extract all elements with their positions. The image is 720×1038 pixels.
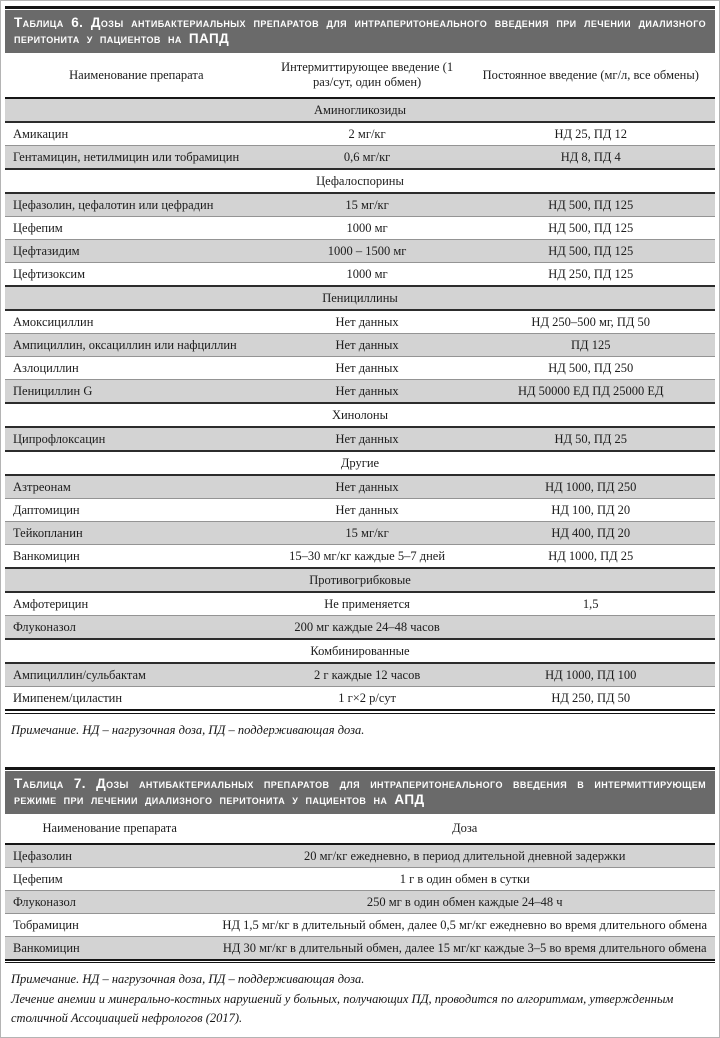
table7-title: Таблица 7. Дозы антибактериальных препаратов для интраперитонеального введения в интермиттирующем режиме при лечении диализного перитонита у пациентов на АПД: [14, 775, 706, 807]
col-header-drug-name: Наименование препарата: [5, 53, 268, 98]
section-row: [5, 451, 715, 475]
table-row: [5, 913, 715, 936]
intermittent-dose-cell: 0,6 мг/кг: [268, 146, 467, 170]
table-row: [5, 844, 715, 868]
intermittent-dose-cell: Нет данных: [268, 427, 467, 451]
table7-block: [5, 767, 715, 1029]
table-row: [5, 310, 715, 334]
drug-name-cell: Цефтазидим: [5, 240, 268, 263]
dose-cell: 20 мг/кг ежедневно, в период длительной дневной задержки: [214, 844, 715, 868]
table-row: [5, 616, 715, 640]
table-row: [5, 687, 715, 710]
continuous-dose-cell: НД 500, ПД 250: [466, 357, 715, 380]
section-row: [5, 639, 715, 663]
table6: [5, 53, 715, 709]
drug-name-cell: Цефепим: [5, 867, 214, 890]
table-row: [5, 240, 715, 263]
table6-note: Примечание. НД – нагрузочная доза, ПД – поддерживающая доза.: [11, 722, 365, 737]
section-label: Пенициллины: [5, 286, 715, 310]
section-row: [5, 286, 715, 310]
intermittent-dose-cell: 1000 – 1500 мг: [268, 240, 467, 263]
table-row: [5, 122, 715, 146]
table7-title-bar: [5, 771, 715, 814]
continuous-dose-cell: НД 50, ПД 25: [466, 427, 715, 451]
table7-body: [5, 844, 715, 959]
continuous-dose-cell: НД 50000 ЕД ПД 25000 ЕД: [466, 380, 715, 404]
table-row: [5, 663, 715, 687]
drug-name-cell: Цефазолин: [5, 844, 214, 868]
drug-name-cell: Ципрофлоксацин: [5, 427, 268, 451]
continuous-dose-cell: НД 250–500 мг, ПД 50: [466, 310, 715, 334]
continuous-dose-cell: НД 1000, ПД 25: [466, 545, 715, 569]
table7: [5, 814, 715, 959]
intermittent-dose-cell: 1000 мг: [268, 217, 467, 240]
section-label: Аминогликозиды: [5, 98, 715, 122]
drug-name-cell: Ванкомицин: [5, 545, 268, 569]
continuous-dose-cell: НД 1000, ПД 250: [466, 475, 715, 499]
intermittent-dose-cell: 200 мг каждые 24–48 часов: [268, 616, 467, 640]
drug-name-cell: Тобрамицин: [5, 913, 214, 936]
drug-name-cell: Ампициллин, оксациллин или нафциллин: [5, 334, 268, 357]
intermittent-dose-cell: 15 мг/кг: [268, 522, 467, 545]
table-row: [5, 357, 715, 380]
section-row: [5, 169, 715, 193]
table6-title: Таблица 6. Дозы антибактериальных препаратов для интраперитонеального введения при лечении диализного перитонита у пациентов на ПАПД: [14, 15, 706, 46]
intermittent-dose-cell: Не применяется: [268, 592, 467, 616]
table-row: [5, 217, 715, 240]
drug-name-cell: Даптомицин: [5, 499, 268, 522]
intermittent-dose-cell: Нет данных: [268, 357, 467, 380]
table-row: [5, 146, 715, 170]
continuous-dose-cell: ПД 125: [466, 334, 715, 357]
drug-name-cell: Амоксициллин: [5, 310, 268, 334]
table-row: [5, 867, 715, 890]
continuous-dose-cell: НД 250, ПД 50: [466, 687, 715, 710]
intermittent-dose-cell: 2 мг/кг: [268, 122, 467, 146]
table-row: [5, 263, 715, 287]
table7-header-row: [5, 814, 715, 844]
table7-bottom-rule: [5, 959, 715, 964]
drug-name-cell: Гентамицин, нетилмицин или тобрамицин: [5, 146, 268, 170]
tables-gap: [5, 740, 715, 767]
dose-cell: НД 30 мг/кг в длительный обмен, далее 15 мг/кг каждые 3–5 во время длительного обмена: [214, 936, 715, 959]
dose-cell: 1 г в один обмен в сутки: [214, 867, 715, 890]
drug-name-cell: Флуконазол: [5, 616, 268, 640]
table6-block: [5, 6, 715, 740]
section-row: [5, 98, 715, 122]
table6-body: [5, 98, 715, 709]
col-header-continuous-dosing: Постоянное введение (мг/л, все обмены): [466, 53, 715, 98]
section-label: Цефалоспорины: [5, 169, 715, 193]
table-row: [5, 380, 715, 404]
drug-name-cell: Цефтизоксим: [5, 263, 268, 287]
table6-bottom-rule: [5, 709, 715, 714]
section-label: Хинолоны: [5, 403, 715, 427]
drug-name-cell: Ванкомицин: [5, 936, 214, 959]
continuous-dose-cell: НД 400, ПД 20: [466, 522, 715, 545]
continuous-dose-cell: НД 500, ПД 125: [466, 240, 715, 263]
drug-name-cell: Азлоциллин: [5, 357, 268, 380]
table-row: [5, 890, 715, 913]
table-row: [5, 193, 715, 217]
section-row: [5, 403, 715, 427]
drug-name-cell: Флуконазол: [5, 890, 214, 913]
table-row: [5, 499, 715, 522]
continuous-dose-cell: НД 100, ПД 20: [466, 499, 715, 522]
intermittent-dose-cell: Нет данных: [268, 475, 467, 499]
drug-name-cell: Пенициллин G: [5, 380, 268, 404]
drug-name-cell: Амфотерицин: [5, 592, 268, 616]
table-row: [5, 475, 715, 499]
intermittent-dose-cell: 1 г×2 р/сут: [268, 687, 467, 710]
continuous-dose-cell: НД 1000, ПД 100: [466, 663, 715, 687]
continuous-dose-cell: НД 500, ПД 125: [466, 217, 715, 240]
intermittent-dose-cell: Нет данных: [268, 334, 467, 357]
table-row: [5, 936, 715, 959]
table6-header-row: [5, 53, 715, 98]
continuous-dose-cell: 1,5: [466, 592, 715, 616]
section-row: [5, 568, 715, 592]
col-header-dose: Доза: [214, 814, 715, 844]
section-label: Комбинированные: [5, 639, 715, 663]
drug-name-cell: Тейкопланин: [5, 522, 268, 545]
table-row: [5, 522, 715, 545]
intermittent-dose-cell: 2 г каждые 12 часов: [268, 663, 467, 687]
drug-name-cell: Азтреонам: [5, 475, 268, 499]
table-row: [5, 334, 715, 357]
table6-title-bar: [5, 10, 715, 53]
continuous-dose-cell: [466, 616, 715, 640]
table7-note-treatment: Лечение анемии и минерально-костных нарушений у больных, получающих ПД, проводится по алгоритмам, утвержденным столичной Ассоциацией нефрологов (2017).: [11, 991, 674, 1026]
col-header-drug-name: Наименование препарата: [5, 814, 214, 844]
table-row: [5, 592, 715, 616]
dose-cell: НД 1,5 мг/кг в длительный обмен, далее 0,5 мг/кг ежедневно во время длительного обмена: [214, 913, 715, 936]
intermittent-dose-cell: Нет данных: [268, 380, 467, 404]
section-label: Противогрибковые: [5, 568, 715, 592]
drug-name-cell: Ампициллин/сульбактам: [5, 663, 268, 687]
intermittent-dose-cell: 15 мг/кг: [268, 193, 467, 217]
table-row: [5, 427, 715, 451]
table7-note-abbreviations: Примечание. НД – нагрузочная доза, ПД – поддерживающая доза.: [11, 972, 365, 987]
dose-cell: 250 мг в один обмен каждые 24–48 ч: [214, 890, 715, 913]
intermittent-dose-cell: 15–30 мг/кг каждые 5–7 дней: [268, 545, 467, 569]
drug-name-cell: Цефазолин, цефалотин или цефрадин: [5, 193, 268, 217]
intermittent-dose-cell: Нет данных: [268, 310, 467, 334]
intermittent-dose-cell: Нет данных: [268, 499, 467, 522]
table-row: [5, 545, 715, 569]
continuous-dose-cell: НД 25, ПД 12: [466, 122, 715, 146]
col-header-intermittent-dosing: Интермиттирующее введение (1 раз/сут, один обмен): [268, 53, 467, 98]
drug-name-cell: Амикацин: [5, 122, 268, 146]
continuous-dose-cell: НД 8, ПД 4: [466, 146, 715, 170]
intermittent-dose-cell: 1000 мг: [268, 263, 467, 287]
section-label: Другие: [5, 451, 715, 475]
drug-name-cell: Цефепим: [5, 217, 268, 240]
continuous-dose-cell: НД 500, ПД 125: [466, 193, 715, 217]
drug-name-cell: Имипенем/циластин: [5, 687, 268, 710]
continuous-dose-cell: НД 250, ПД 125: [466, 263, 715, 287]
